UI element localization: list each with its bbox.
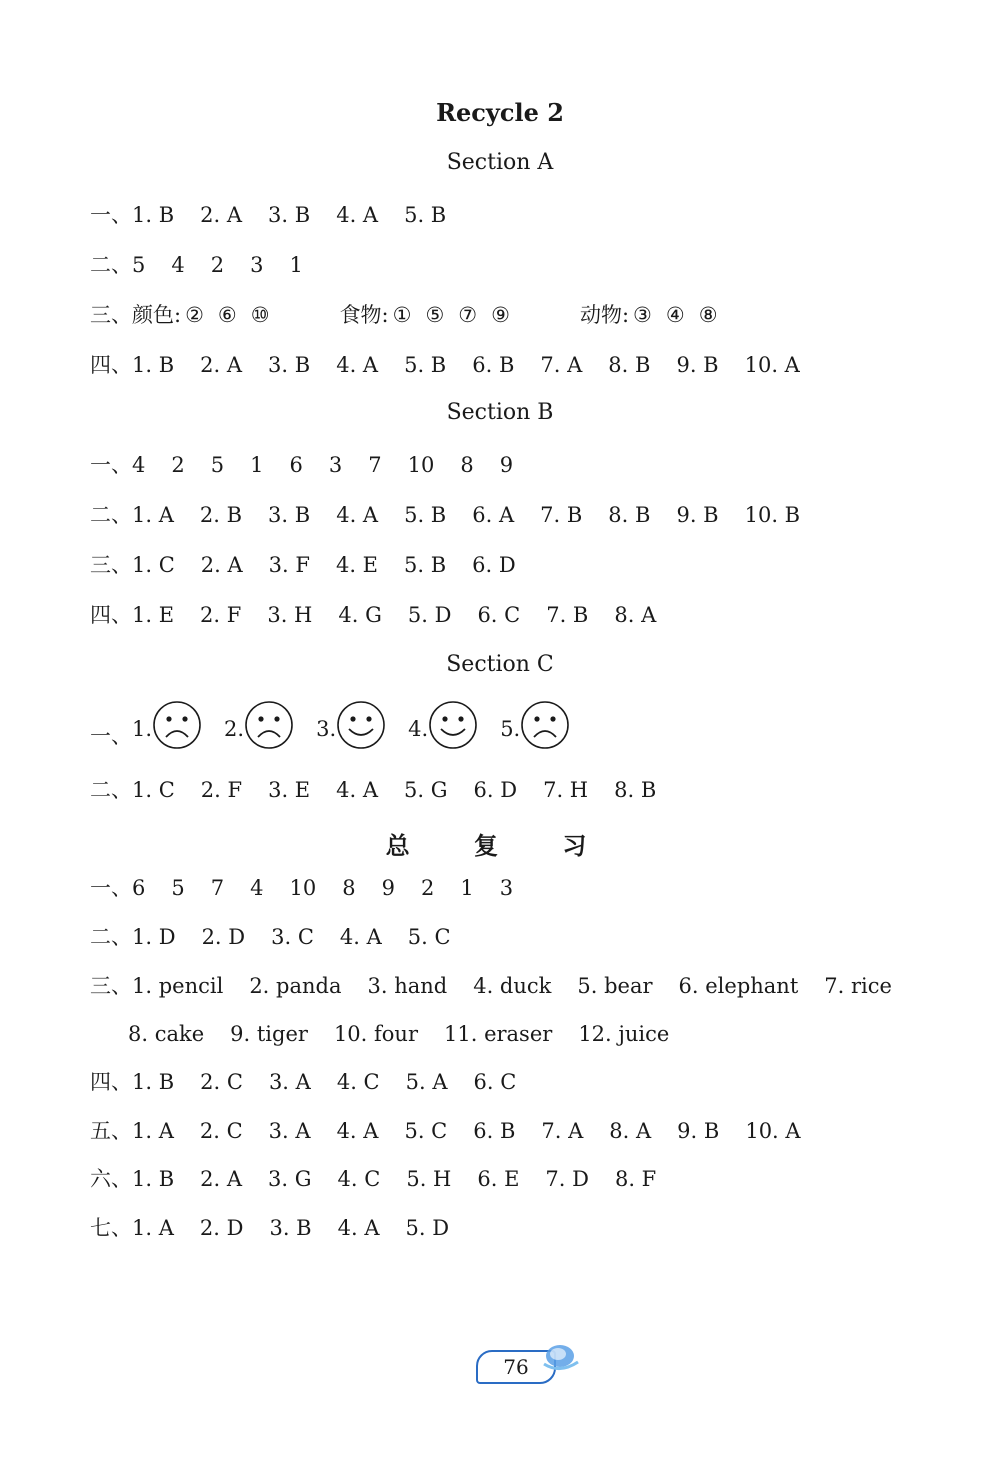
answer-item: 1. C <box>132 553 175 577</box>
answer-line <box>90 775 682 805</box>
answer-item: 12. juice <box>578 1022 670 1046</box>
answer-item: 5 <box>171 876 185 900</box>
answer-item: 4. A <box>336 1119 379 1143</box>
sad-face-icon <box>520 700 570 750</box>
answer-item: 8 <box>342 876 356 900</box>
circled-number: ⑤ <box>425 303 445 327</box>
answer-item: 11. eraser <box>444 1022 553 1046</box>
face-answer <box>408 700 478 750</box>
answer-line <box>128 1019 695 1049</box>
question-number: 四、 <box>90 603 132 627</box>
circled-number: ③ <box>633 303 652 327</box>
answer-item: 3. G <box>268 1167 312 1191</box>
face-number: 1. <box>132 717 153 741</box>
answer-line <box>90 600 682 630</box>
answer-item: 5 <box>132 253 146 277</box>
face-answer <box>224 700 294 750</box>
answer-item: 2. A <box>200 553 243 577</box>
question-number: 四、 <box>90 1070 132 1094</box>
answer-item: 1. A <box>132 1119 174 1143</box>
answer-line <box>90 1213 475 1243</box>
face-number: 2. <box>224 717 245 741</box>
answer-item: 4 <box>132 453 146 477</box>
answer-item: 2. A <box>200 1167 243 1191</box>
answer-item: 10 <box>289 876 317 900</box>
review-title: 总 复 习 <box>385 832 615 860</box>
answer-item: 1. A <box>132 1216 174 1240</box>
answer-item: 5 <box>210 453 225 477</box>
answer-item: 2 <box>210 253 225 277</box>
answer-item: 3. H <box>267 603 313 627</box>
answer-item: 6. A <box>472 503 515 527</box>
section-b-heading: Section B <box>446 400 554 425</box>
answer-line <box>90 971 918 1001</box>
sad-face-icon <box>244 700 294 750</box>
answer-item: 4. A <box>336 353 379 377</box>
answer-line <box>90 550 542 580</box>
answer-line <box>90 450 539 480</box>
answer-item: 4. A <box>336 778 379 802</box>
face-number: 5. <box>500 717 521 741</box>
page-title: Recycle 2 <box>436 98 564 127</box>
answer-item: 3 <box>250 253 264 277</box>
answer-item: 6. C <box>477 603 521 627</box>
answer-item: 3. hand <box>367 974 448 998</box>
answer-item: 5. C <box>407 925 451 949</box>
answer-item: 9 <box>499 453 514 477</box>
answer-item: 8. B <box>608 353 651 377</box>
answer-line <box>90 500 826 530</box>
answer-item: 4. C <box>337 1167 381 1191</box>
answer-item: 1. D <box>132 925 176 949</box>
answer-item: 3 <box>499 876 514 900</box>
answer-item: 7 <box>368 453 382 477</box>
answer-item: 6. C <box>473 1070 517 1094</box>
answer-item: 5. H <box>406 1167 452 1191</box>
answer-line <box>90 350 826 380</box>
answer-item: 6. B <box>473 1119 516 1143</box>
answer-item: 4. A <box>339 925 382 949</box>
answer-line-categories <box>90 300 788 330</box>
answer-item: 1. B <box>132 353 175 377</box>
answer-item: 1. pencil <box>132 974 224 998</box>
question-number: 一、 <box>90 876 132 900</box>
question-number: 七、 <box>90 1216 132 1240</box>
circled-number: ② <box>185 303 204 327</box>
answer-item: 2. B <box>199 503 243 527</box>
answer-item: 1 <box>289 253 303 277</box>
category-label: 动物: <box>579 303 630 327</box>
answer-line <box>90 922 477 952</box>
answer-item: 6. D <box>473 778 518 802</box>
answer-item: 5. B <box>404 503 447 527</box>
answer-item: 5. B <box>404 353 447 377</box>
section-a-heading: Section A <box>446 150 554 175</box>
answer-item: 2. A <box>200 353 243 377</box>
answer-item: 7. B <box>540 503 583 527</box>
question-number: 三、 <box>90 553 132 577</box>
answer-item: 1. A <box>132 503 174 527</box>
answer-item: 8. B <box>614 778 657 802</box>
question-number: 二、 <box>90 778 132 802</box>
answer-item: 10. B <box>744 503 801 527</box>
answer-item: 2. D <box>199 1216 244 1240</box>
answer-item: 2. A <box>200 203 243 227</box>
answer-item: 1. C <box>132 778 175 802</box>
answer-item: 6. elephant <box>678 974 799 998</box>
answer-item: 10 <box>407 453 435 477</box>
answer-item: 3. A <box>268 1070 311 1094</box>
happy-face-icon <box>336 700 386 750</box>
answer-item: 9. tiger <box>230 1022 308 1046</box>
answer-item: 4 <box>171 253 185 277</box>
question-number: 二、 <box>90 253 132 277</box>
question-number: 一、 <box>90 453 132 477</box>
answer-item: 10. A <box>744 353 800 377</box>
answer-item: 3. B <box>268 353 311 377</box>
question-number: 四、 <box>90 353 132 377</box>
answer-item: 7 <box>210 876 225 900</box>
answer-item: 3. E <box>268 778 311 802</box>
answer-line <box>90 250 329 280</box>
answer-line <box>90 1116 827 1146</box>
answer-item: 2 <box>171 453 185 477</box>
answer-item: 2. C <box>200 1070 243 1094</box>
answer-item: 7. D <box>545 1167 589 1191</box>
face-answer <box>316 700 386 750</box>
page-number: 76 <box>476 1350 556 1384</box>
answer-line <box>90 200 472 230</box>
answer-item: 5. D <box>407 603 452 627</box>
answer-item: 8. cake <box>128 1022 205 1046</box>
answer-item: 7. H <box>543 778 589 802</box>
answer-item: 1. B <box>132 1167 175 1191</box>
answer-item: 8. A <box>609 1119 652 1143</box>
face-answer <box>500 700 570 750</box>
answer-item: 4. A <box>337 1216 380 1240</box>
answer-item: 9 <box>381 876 395 900</box>
answer-item: 3. B <box>268 503 311 527</box>
answer-item: 8. B <box>608 503 651 527</box>
answer-item: 9. B <box>676 503 719 527</box>
face-number: 4. <box>408 717 429 741</box>
answer-item: 2. C <box>199 1119 243 1143</box>
answer-item: 1 <box>460 876 474 900</box>
answer-item: 2 <box>420 876 435 900</box>
answer-item: 10. four <box>333 1022 418 1046</box>
answer-item: 3 <box>328 453 343 477</box>
answer-item: 2. D <box>201 925 246 949</box>
answer-item: 7. B <box>546 603 589 627</box>
answer-item: 4. A <box>336 503 379 527</box>
section-c-heading: Section C <box>446 652 554 677</box>
answer-item: 3. C <box>271 925 314 949</box>
answer-line <box>90 873 539 903</box>
answer-item: 6 <box>132 876 146 900</box>
answer-line <box>90 1164 682 1194</box>
answer-item: 2. F <box>200 603 242 627</box>
answer-item: 1. B <box>132 1070 175 1094</box>
category-label: 颜色: <box>132 303 182 327</box>
answer-item: 9. B <box>676 353 719 377</box>
answer-item: 1. E <box>132 603 175 627</box>
answer-item: 6. E <box>477 1167 520 1191</box>
answer-item: 7. rice <box>824 974 892 998</box>
answer-item: 4. G <box>338 603 382 627</box>
circled-number: ⑧ <box>698 303 718 327</box>
face-number: 3. <box>316 717 337 741</box>
circled-number: ④ <box>665 303 685 327</box>
answer-item: 4. E <box>335 553 379 577</box>
answer-item: 6 <box>289 453 303 477</box>
question-number: 一、 <box>90 724 132 748</box>
answer-item: 3. F <box>268 553 310 577</box>
answer-item: 3. B <box>268 203 311 227</box>
decorative-shell-icon <box>536 1334 582 1374</box>
answer-item: 5. G <box>404 778 448 802</box>
circled-number: ⑩ <box>250 303 270 327</box>
answer-line <box>90 1067 542 1097</box>
answer-line-faces <box>90 700 592 750</box>
answer-item: 3. A <box>268 1119 311 1143</box>
answer-item: 6. B <box>472 353 515 377</box>
category-group <box>580 300 732 330</box>
face-answer <box>132 700 202 750</box>
answer-item: 1 <box>250 453 264 477</box>
answer-item: 4. A <box>336 203 379 227</box>
answer-item: 8. A <box>614 603 657 627</box>
answer-item: 5. bear <box>577 974 653 998</box>
answer-item: 6. D <box>472 553 516 577</box>
question-number: 六、 <box>90 1167 132 1191</box>
answer-item: 8. F <box>614 1167 657 1191</box>
answer-item: 2. panda <box>249 974 342 998</box>
circled-number: ⑥ <box>217 303 237 327</box>
answer-item: 1. B <box>132 203 175 227</box>
answer-item: 5. B <box>404 203 447 227</box>
circled-number: ⑦ <box>458 303 478 327</box>
answer-item: 9. B <box>677 1119 720 1143</box>
question-number: 三、 <box>90 974 132 998</box>
answer-item: 5. A <box>405 1070 448 1094</box>
category-group <box>132 300 284 330</box>
answer-item: 10. A <box>745 1119 801 1143</box>
answer-item: 4. duck <box>473 974 552 998</box>
category-label: 食物: <box>339 303 389 327</box>
question-number: 三、 <box>90 303 132 327</box>
answer-item: 8 <box>460 453 474 477</box>
question-number: 二、 <box>90 925 132 949</box>
answer-item: 7. A <box>540 353 583 377</box>
question-number: 二、 <box>90 503 132 527</box>
answer-item: 2. F <box>200 778 243 802</box>
category-group <box>340 300 524 330</box>
circled-number: ① <box>392 303 412 327</box>
answer-item: 4 <box>250 876 264 900</box>
question-number: 一、 <box>90 203 132 227</box>
circled-number: ⑨ <box>491 303 510 327</box>
answer-item: 3. B <box>269 1216 312 1240</box>
answer-item: 5. C <box>404 1119 448 1143</box>
answer-item: 5. B <box>404 553 447 577</box>
answer-item: 5. D <box>405 1216 450 1240</box>
sad-face-icon <box>152 700 202 750</box>
happy-face-icon <box>428 700 478 750</box>
answer-item: 7. A <box>541 1119 584 1143</box>
answer-item: 4. C <box>336 1070 380 1094</box>
question-number: 五、 <box>90 1119 132 1143</box>
